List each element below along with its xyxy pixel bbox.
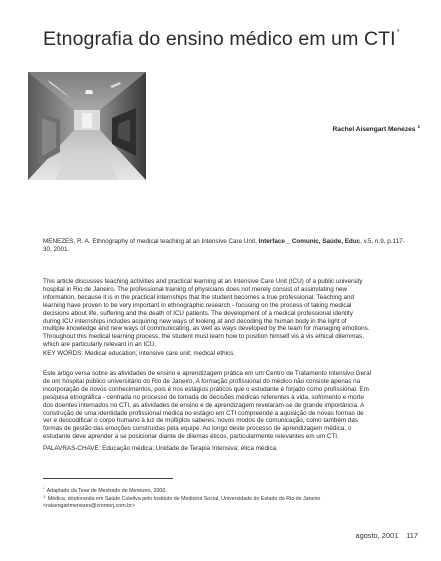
abstract-line: information, because it is in the practical internships that the student becomes a true professional. Teaching and [43, 293, 355, 301]
abstract-line: Throughout this medical learning process, the student must learn how to position himself vis à vis ethical dilemmas, [43, 333, 364, 341]
abstract-line: hospital in Rio de Janeiro. The professional training of physicians does not merely consist of assimilating new [43, 285, 348, 293]
hospital-corridor-photo [28, 72, 146, 180]
page-footer [355, 531, 418, 540]
footnote-2-email: <raisengartmenezes@cremerj.com.br> [43, 502, 135, 509]
footnote-2 [43, 494, 373, 509]
abstract-line: which are particularly relevant in an ICU. [43, 341, 157, 349]
footnote-1-text: Adaptado da Tese de Mestrado de Menezes, 2000. [46, 488, 167, 494]
abstract-line: multiple knowledge and new ways of communicating, as well as ways developed by the team for managing emotions. [43, 325, 370, 333]
footnote-2-marker: 1 [43, 494, 46, 499]
page-number: 117 [406, 531, 418, 540]
author-footnote-marker: 1 [417, 124, 420, 129]
resumo-line: formas de gestão das emoções construídas pela equipe. Ao longo deste processo de aprendizagem médica, o [43, 425, 352, 433]
issue-date: agosto, 2001 [355, 531, 399, 540]
abstract-portuguese [43, 370, 411, 441]
abstract-line: learning have proven to be very important in ethnographic research - focusing on the process of taking medical [43, 301, 352, 309]
resumo-line: pesquisa etnográfica - centrada no processo de tomada de decisões médicas referentes à vida, sofrimento e morte [43, 393, 364, 401]
footnote-2-text: Médica, doutoranda em Saúde Coletiva pelo Instituto de Medicina Social, Universidade do Estado do Rio de Janeiro [47, 496, 321, 502]
resumo-line: estudante deve aprender a se posicionar diante de dilemas éticos, particularmente relevantes em um CTI. [43, 433, 339, 441]
resumo-line: de um hospital público universitário do Rio de Janeiro. A formação profissional do médico não consiste apenas na [43, 377, 361, 385]
title-text: Etnografia do ensino médico em um CTI [43, 28, 396, 50]
author-name [333, 124, 420, 133]
abstract-english [43, 278, 411, 349]
citation-rest: , v.5, n.9, p.117-30, 2001. [43, 238, 405, 253]
page-title [43, 28, 400, 51]
author-text: Rachel Aisengart Menezes [332, 126, 416, 133]
resumo-line: incorporação de novos conhecimentos, pois é nos estágios práticos que o estudante é forjado como profissional. Em [43, 385, 369, 393]
resumo-line: ver e descodificar o corpo humano à luz de múltiplos saberes, novos modos de comunicação, como também das [43, 417, 359, 425]
resumo-line: dos doentes internados no CTI, as atividades de ensino e de aprendizagem revelaram-se de grande importância. A [43, 401, 365, 409]
abstract-line: decisions about life, suffering and the death of ICU patients. The development of a medical professional identity [43, 309, 353, 317]
citation-lead: MENEZES, R. A. Ethnography of medical teaching at an Intensive Care Unit, [43, 238, 259, 245]
keywords-portuguese: PALAVRAS-CHAVE: Educação médica; Unidade de Terapia Intensiva; ética médica. [43, 445, 278, 452]
footnote-divider [43, 478, 173, 479]
resumo-line: Este artigo versa sobre as atividades de ensino e aprendizagem prática em um Centro de Tratamento Intensivo Geral [43, 370, 371, 377]
citation [43, 238, 411, 254]
abstract-line: This article discusses teaching activities and practical learning at an Intensive Care Unit (ICU) of a public university [43, 278, 363, 285]
title-footnote-marker: * [396, 29, 400, 36]
abstract-line: during ICU internships includes acquiring new ways of looking at and decoding the human body in the light of [43, 317, 347, 325]
resumo-line: construção de uma identidade profissional médica no estágio em CTI compreende a aquisição de novas formas de [43, 409, 364, 417]
footnote-1-marker: * [43, 486, 45, 491]
citation-journal: Interface _ Comunic, Saúde, Educ [258, 238, 361, 245]
keywords-english: KEY WORDS: Medical education; intensive care unit; medical ethics. [43, 350, 236, 357]
